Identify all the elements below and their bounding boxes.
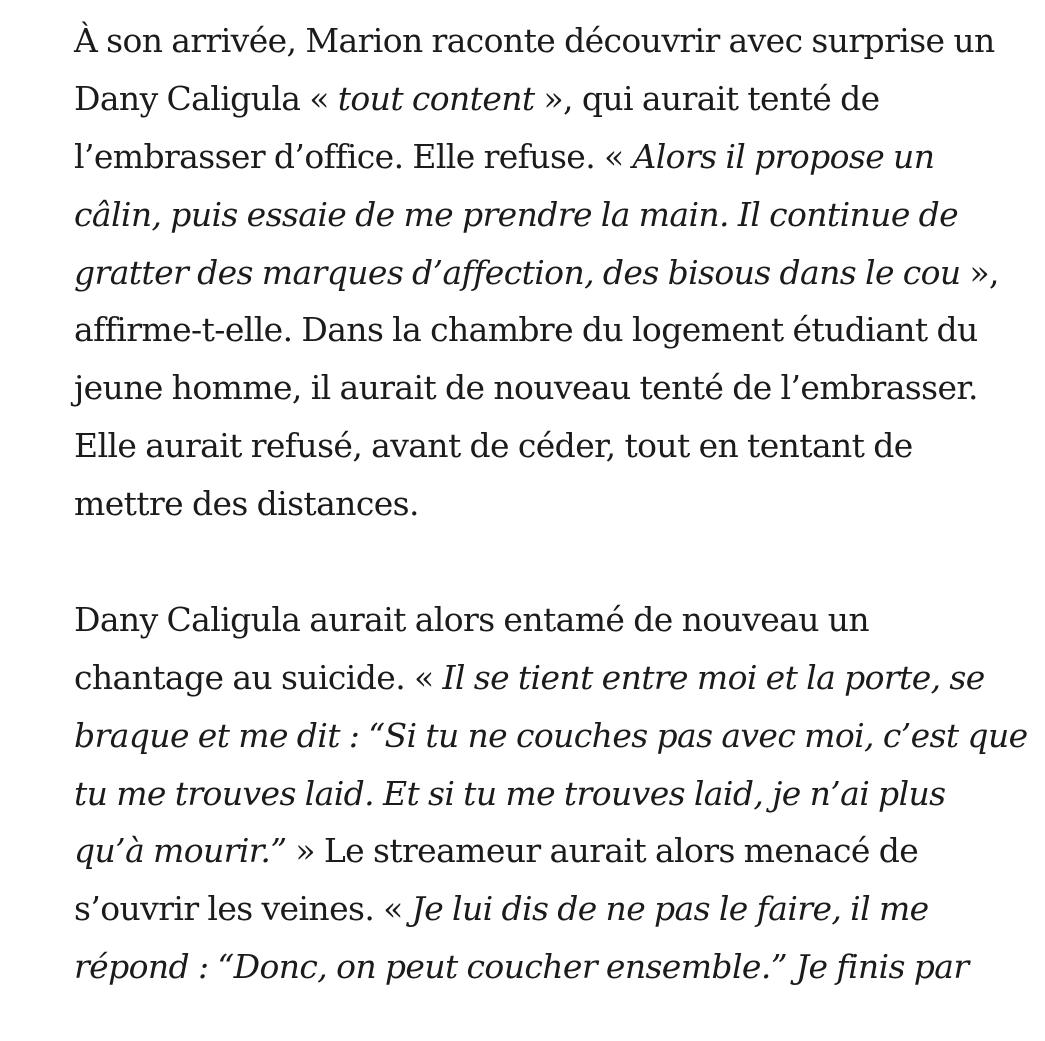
text-line: [74, 475, 1029, 533]
article-body: [74, 12, 1029, 996]
body-text: »,: [960, 252, 999, 292]
italic-quote-text: Il se tient entre moi et la porte, se: [442, 657, 985, 697]
text-line: [74, 822, 1029, 880]
text-line: [74, 707, 1029, 765]
body-text: », qui aurait tenté de: [534, 78, 880, 118]
italic-quote-text: braque et me dit : “Si tu ne couches pas avec moi, c’est que: [74, 715, 1028, 755]
body-text: jeune homme, il aurait de nouveau tenté de l’embrasser.: [74, 368, 978, 408]
italic-quote-text: répond : “Donc, on peut coucher ensemble.” Je finis par: [74, 947, 969, 987]
text-line: [74, 12, 1029, 70]
body-text: mettre des distances.: [74, 484, 419, 524]
text-line: [74, 70, 1029, 128]
italic-quote-text: Alors il propose un: [632, 136, 935, 176]
text-line: [74, 649, 1029, 707]
text-line: [74, 186, 1029, 244]
body-text: s’ouvrir les veines. «: [74, 889, 412, 929]
italic-quote-text: gratter des marques d’affection, des bisous dans le cou: [74, 252, 961, 292]
paragraph-gap: [74, 533, 1029, 591]
body-text: Dany Caligula aurait alors entamé de nouveau un: [74, 599, 870, 639]
paragraph: [74, 12, 1029, 533]
italic-quote-text: tout content: [337, 78, 535, 118]
body-text: l’embrasser d’office. Elle refuse. «: [74, 136, 633, 176]
body-text: » Le streameur aurait alors menacé de: [286, 831, 919, 871]
text-line: [74, 938, 1029, 996]
italic-quote-text: tu me trouves laid. Et si tu me trouves laid, je n’ai plus: [74, 773, 946, 813]
text-line: [74, 359, 1029, 417]
text-line: [74, 880, 1029, 938]
body-text: Elle aurait refusé, avant de céder, tout en tentant de: [74, 426, 913, 466]
text-line: [74, 591, 1029, 649]
italic-quote-text: Je lui dis de ne pas le faire, il me: [411, 889, 929, 929]
body-text: affirme-t-elle. Dans la chambre du logement étudiant du: [74, 310, 978, 350]
text-line: [74, 244, 1029, 302]
body-text: À son arrivée, Marion raconte découvrir avec surprise un: [74, 21, 995, 60]
text-line: [74, 765, 1029, 823]
italic-quote-text: qu’à mourir.”: [74, 831, 287, 871]
paragraph: [74, 591, 1029, 996]
body-text: chantage au suicide. «: [74, 657, 443, 697]
body-text: Dany Caligula «: [74, 78, 338, 118]
text-line: [74, 417, 1029, 475]
text-line: [74, 128, 1029, 186]
text-line: [74, 301, 1029, 359]
italic-quote-text: câlin, puis essaie de me prendre la main. Il continue de: [74, 194, 959, 234]
